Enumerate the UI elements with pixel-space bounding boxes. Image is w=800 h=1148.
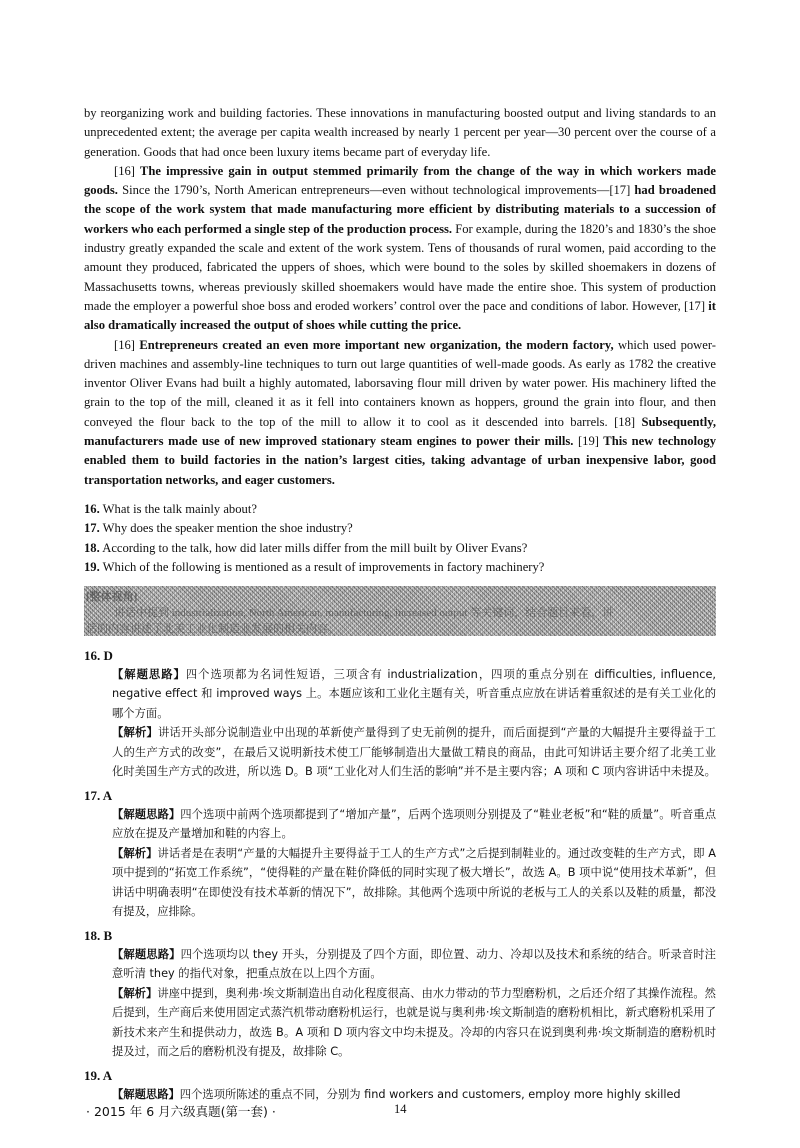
answer-analysis [112, 723, 716, 782]
analysis-text: 讲座中提到，奥利弗·埃文斯制造出自动化程度很高、由水力带动的节力型磨粉机，之后还介绍了其操作流程。然后提到，生产商后来使用固定式蒸汽机带动磨粉机运行，也就是说与奥利弗·埃文斯制造的磨粉机相比，新式磨粉机采用了新技术来产生和提供动力，故选 B。A 项和 D 项内容文中均未提及。冷却的内容只在说到奥利弗·埃文斯制造的磨粉机时提及过，而之后的磨粉机没有提及，故排除 C。 [112, 986, 716, 1059]
answer-approach [112, 945, 716, 984]
answer-approach [112, 805, 716, 844]
passage-paragraph-3 [84, 336, 716, 490]
question-text: Which of the following is mentioned as a result of improvements in factory machinery? [102, 560, 545, 575]
question-number: 18. [84, 540, 100, 555]
question-text: According to the talk, how did later mills differ from the mill built by Oliver Evans? [102, 540, 528, 555]
answer-heading: 19. A [84, 1067, 113, 1083]
footer-source: · 2015 年 6 月六级真题(第一套) · [86, 1104, 276, 1119]
passage-text: by reorganizing work and building factories. These innovations in manufacturing boosted output and living standards to an unprecedented extent; the average per capita wealth increased by nearly 1 percent per year—30 percent over the course of a generation. Goods that had once been luxury items became part of everyday life. [84, 106, 716, 159]
question-text: Why does the speaker mention the shoe industry? [102, 521, 353, 536]
answer-17 [84, 786, 716, 922]
question-list [84, 500, 716, 578]
answer-16 [84, 646, 716, 782]
question-number: 19. [84, 560, 100, 575]
key-sentence-17a: had broadened the scope of the work system that made manufacturing more efficient by distributing materials to a succession of workers who each performed a single step of the production process. [84, 183, 716, 236]
analysis-text: 讲话开头部分说制造业中出现的革新使产量得到了史无前例的提升，而后面提到“产量的大幅提升主要得益于工人的生产方式的改变”，在最后又说明新技术使工厂能够制造出大量做工精良的商品，由此可知讲话主要介绍了北美工业化时美国生产方式的改进，所以选 D。B 项“工业化对人们生活的影响”并不是主要内容；A 项和 C 项内容讲话中未提及。 [112, 726, 716, 779]
passage-paragraph-2 [84, 162, 716, 336]
question-marker-18: [18] [614, 414, 636, 429]
analysis-text: 讲话者是在表明“产量的大幅提升主要得益于工人的生产方式”之后提到制鞋业的。通过改变鞋的生产方式，即 A 项中提到的“拓宽工作系统”，“使得鞋的产量在鞋价降低的同时实现了极大增长”，故选 A。B 项中说“使用技术革新”，但讲话中明确表明“在即使没有技术革新的情况下”，故排除。其他两个选项中所说的老板与工人的关系以及鞋的质量，都没有提及，应排除。 [112, 846, 716, 919]
key-sentence-16b: Entrepreneurs created an even more important new organization, the modern factory, [134, 337, 614, 352]
analysis-tag: 【解析】 [112, 986, 158, 1000]
scan-noise-box [84, 586, 716, 636]
question-marker-16b: [16] [114, 337, 135, 352]
noise-box-text: 话的内容讲述了北美工业化制造业发展的相关内容。 [86, 622, 339, 635]
approach-tag: 【解题思路】 [112, 1087, 180, 1101]
question-marker-16: [16] [114, 163, 135, 178]
question-item [84, 539, 716, 558]
question-text: What is the talk mainly about? [102, 501, 257, 516]
question-item [84, 558, 716, 577]
passage-text: For example, during the 1820’s and 1830’s the shoe industry greatly expanded the scale and extent of the work system. Tens of thousands of rural women, paid according to the amount they produced, fabricated the uppers of shoes, which were bound to the soles by skilled shoemakers in dozens of Massachusetts towns, whereas previously skilled shoemakers would have made the entire shoe. This system of production made the employer a powerful shoe boss and eroded workers’ control over the pace and conditions of labor. However, [84, 221, 716, 313]
passage-text: which used power-driven machines and assembly-line techniques to turn out large quantities of well-made goods. As early as 1782 the creative inventor Oliver Evans had built a highly automated, laborsaving flour mill driven by water power. His machinery lifted the grain to the top of the mill, cleaned it as it fell into containers known as hoppers, ground the grain into flour, and then conveyed the flour back to the top of the mill to allow it to cool as it descended into barrels. [84, 337, 716, 429]
key-sentence-18: Subsequently, manufacturers made use of new improved stationary steam engines to power their mills. [84, 414, 717, 449]
analysis-tag: 【解析】 [112, 846, 158, 860]
noise-box-heading: [整体视角] [86, 590, 138, 603]
document-page [84, 104, 716, 1104]
answer-heading: 16. D [84, 647, 113, 663]
answer-heading: 18. B [84, 927, 113, 943]
approach-text: 四个选项都为名词性短语，三项含有 industrialization，四项的重点分别在 difficulties, influence, negative effect 和 improved ways 上。本题应该和工业化主题有关，听音重点应放在讲话着重叙述的是有关工业化的哪个方面。 [112, 667, 716, 720]
approach-tag: 【解题思路】 [112, 667, 186, 681]
answer-19 [84, 1066, 716, 1105]
question-marker-17: [17] [609, 183, 631, 198]
question-item [84, 500, 716, 519]
page-number: 14 [394, 1102, 407, 1116]
noise-box-text: 讲话中提到 industrialization, North American, manufacturing, increased output 等关键词，结合题目来看，讲 [114, 606, 614, 619]
key-sentence-17b: it also dramatically increased the output of shoes while cutting the price. [84, 298, 716, 333]
approach-tag: 【解题思路】 [112, 807, 181, 821]
approach-text: 四个选项中前两个选项都提到了“增加产量”，后两个选项则分别提及了“鞋业老板”和“鞋的质量”。听音重点应放在提及产量增加和鞋的内容上。 [112, 807, 716, 841]
answer-heading: 17. A [84, 787, 113, 803]
key-sentence-19: This new technology enabled them to build factories in the nation’s largest cities, taking advantage of urban inexpensive labor, good transportation networks, and eager customers. [84, 434, 716, 487]
passage-paragraph-1 [84, 104, 716, 162]
approach-text: 四个选项均以 they 开头，分别提及了四个方面，即位置、动力、冷却以及技术和系统的结合。听录音时注意听清 they 的指代对象，把重点放在以上四个方面。 [112, 947, 716, 981]
answer-analysis [112, 844, 716, 922]
question-marker-17b: [17] [684, 298, 706, 313]
key-sentence-16: The impressive gain in output stemmed primarily from the change of the way in which workers made goods. [84, 163, 716, 198]
question-item [84, 519, 716, 538]
passage-text: Since the 1790’s, North American entrepreneurs—even without technological improvements— [117, 183, 610, 198]
question-number: 17. [84, 521, 100, 536]
analysis-tag: 【解析】 [112, 726, 159, 740]
approach-text: 四个选项所陈述的重点不同，分别为 find workers and customers, employ more highly skilled [179, 1087, 681, 1101]
answer-analysis [112, 984, 716, 1062]
answer-18 [84, 926, 716, 1062]
answer-approach [112, 665, 716, 724]
approach-tag: 【解题思路】 [112, 947, 181, 961]
question-marker-19: [19] [573, 434, 599, 449]
question-number: 16. [84, 501, 100, 516]
